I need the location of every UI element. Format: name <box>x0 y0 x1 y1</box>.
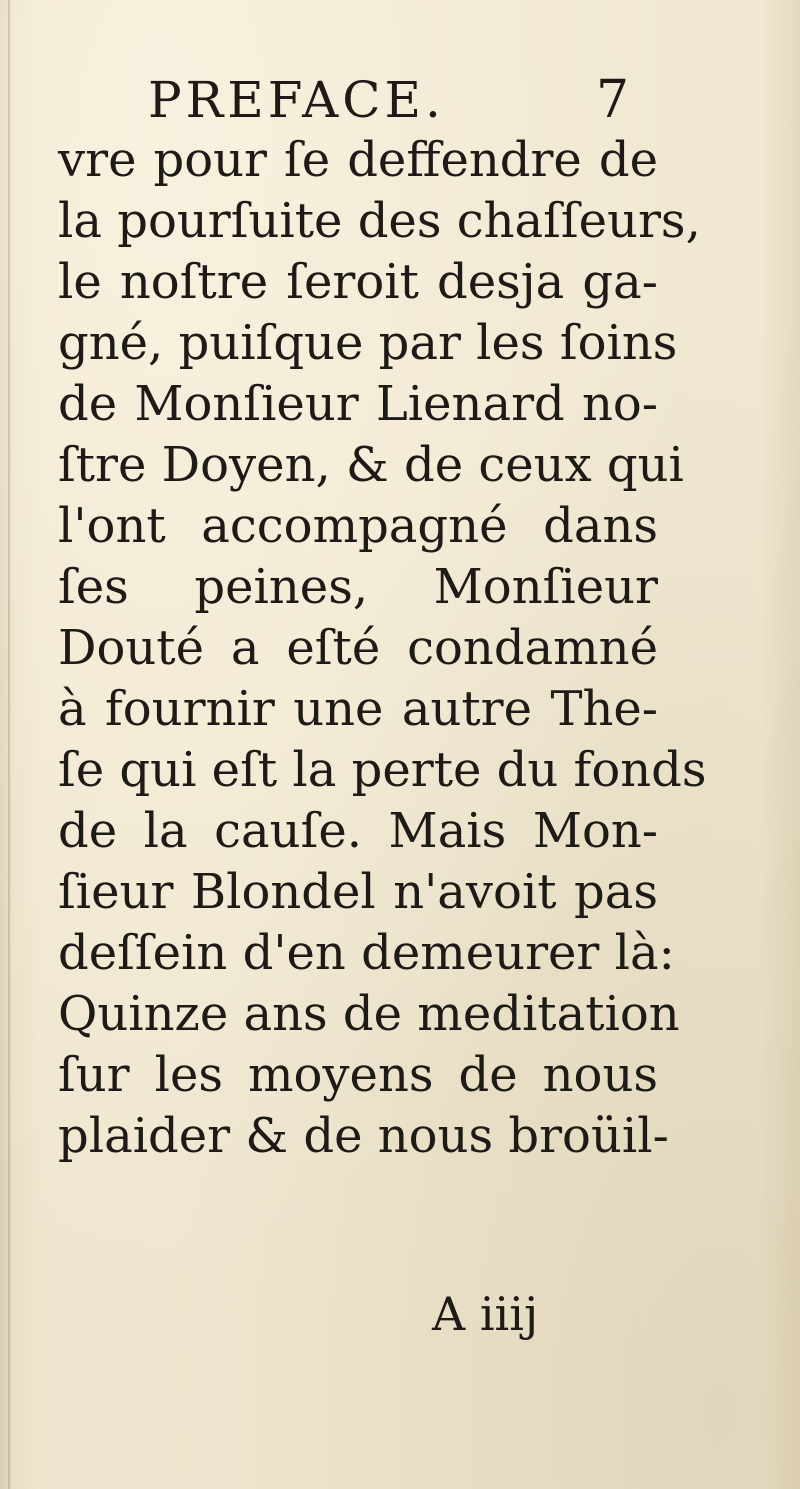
text-line: ſe qui eſt la perte du fonds <box>58 742 707 798</box>
text-line: ſtre Doyen, & de ceux qui <box>58 437 684 493</box>
text-line: ſes peines, Monſieur <box>58 559 658 615</box>
text-line: Quinze ans de meditation <box>58 986 680 1042</box>
text-line: gné, puiſque par les ſoins <box>58 315 678 371</box>
text-line: de Monſieur Lienard no- <box>58 376 658 432</box>
page-header <box>0 64 800 134</box>
text-line: Douté a eſté condamné <box>58 620 658 676</box>
text-line: la pourſuite des chaſſeurs, <box>58 193 701 249</box>
text-line: deſſein d'en demeurer là: <box>58 925 675 981</box>
text-line: le noſtre ſeroit desja ga- <box>58 254 658 310</box>
text-line: vre pour ſe deffendre de <box>58 132 658 188</box>
text-line: de la cauſe. Mais Mon- <box>58 803 658 859</box>
text-line: l'ont accompagné dans <box>58 498 658 554</box>
page-number: 7 <box>596 70 630 130</box>
text-line: plaider & de nous broüil- <box>58 1108 669 1164</box>
text-line: ſur les moyens de nous <box>58 1047 658 1103</box>
text-line: ſieur Blondel n'avoit pas <box>58 864 658 920</box>
running-head: PREFACE. <box>148 71 445 129</box>
body-text <box>58 130 707 1167</box>
binding-gutter <box>8 0 10 1489</box>
signature-mark: A iiij <box>432 1287 539 1341</box>
text-line: à fournir une autre The- <box>58 681 658 737</box>
